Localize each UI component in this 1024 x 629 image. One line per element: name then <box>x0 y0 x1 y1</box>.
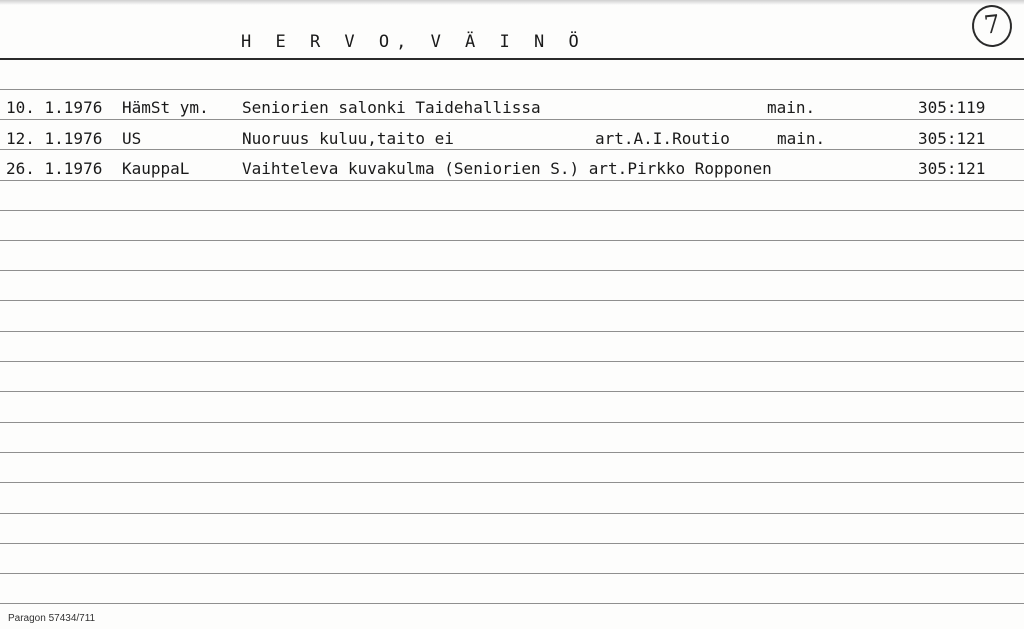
ruled-line <box>0 422 1024 423</box>
person-name: H E R V O, V Ä I N Ö <box>241 32 586 52</box>
ruled-line <box>0 210 1024 211</box>
entry-ref: 305:121 <box>918 129 986 148</box>
entry-ref: 305:121 <box>918 159 986 178</box>
ruled-line <box>0 361 1024 362</box>
entry-source: KauppaL <box>122 159 190 178</box>
ruled-line <box>0 119 1024 120</box>
ruled-line <box>0 452 1024 453</box>
ruled-line <box>0 391 1024 392</box>
entry-source: US <box>122 129 142 148</box>
printer-footer: Paragon 57434/711 <box>8 613 96 624</box>
entry-date: 12. 1.1976 <box>6 129 103 148</box>
entry-title: Nuoruus kuluu,taito ei <box>242 129 454 148</box>
ruled-line <box>0 482 1024 483</box>
entry-author: art.A.I.Routio <box>595 129 730 148</box>
ruled-line <box>0 603 1024 604</box>
entry-title: Vaihteleva kuvakulma (Seniorien S.) art.Pirkko Ropponen <box>242 159 772 178</box>
card-top-edge <box>0 0 1024 5</box>
ruled-line <box>0 543 1024 544</box>
ruled-line <box>0 573 1024 574</box>
header-rule <box>0 58 1024 60</box>
entry-ref: 305:119 <box>918 98 986 117</box>
ruled-line <box>0 331 1024 332</box>
entry-note: main. <box>767 98 816 117</box>
ruled-line <box>0 89 1024 90</box>
ruled-line <box>0 240 1024 241</box>
entry-note: main. <box>777 129 826 148</box>
ruled-line <box>0 149 1024 150</box>
ruled-line <box>0 270 1024 271</box>
ruled-line <box>0 300 1024 301</box>
ruled-line <box>0 180 1024 181</box>
card-number-circle: 7 <box>970 3 1014 49</box>
ruled-line <box>0 513 1024 514</box>
entry-date: 10. 1.1976 <box>6 98 103 117</box>
entry-source: HämSt ym. <box>122 98 209 117</box>
entry-title: Seniorien salonki Taidehallissa <box>242 98 541 117</box>
entry-date: 26. 1.1976 <box>6 159 103 178</box>
